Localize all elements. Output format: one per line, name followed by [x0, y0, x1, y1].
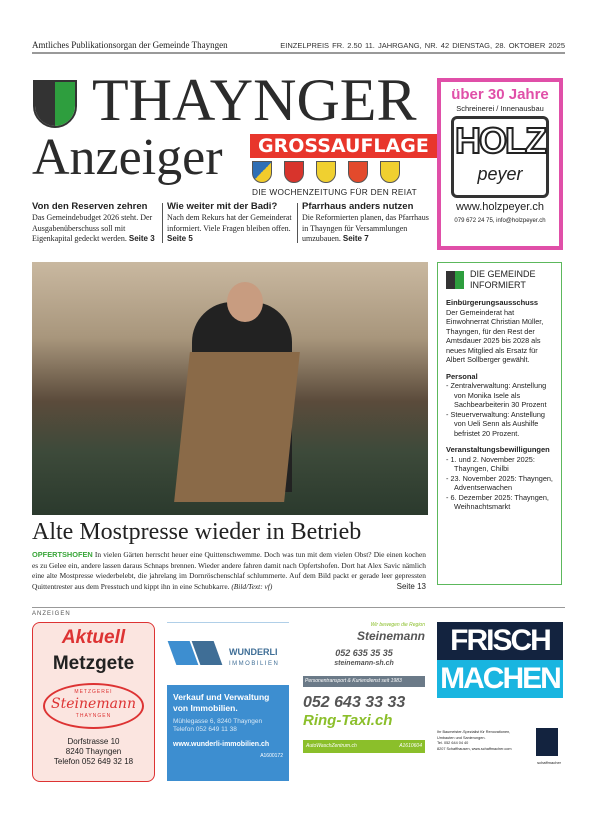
teaser-title: Pfarrhaus anders nutzen [302, 201, 414, 212]
ad-address: 8207 Schaffhausen, www.schaffmacher.com [437, 746, 512, 751]
logo-name: Steinemann [51, 696, 136, 712]
ad-main: Metzgete [52, 653, 135, 674]
section-heading: Personal [446, 371, 478, 381]
ad-url: www.holzpeyer.ch [455, 201, 545, 213]
teaser-title: Wie weiter mit der Badi? [167, 201, 278, 212]
ad-text: Ihr Baumeister-Spezialist für Renovationen, Umbauten und Sanierungen. [437, 730, 511, 740]
teaser-page: Seite 5 [167, 234, 193, 243]
ad-bar: Personentransport & Kuriendienst seit 1983 [303, 676, 425, 687]
ad-url: steinemann-sh.ch [334, 660, 394, 667]
ad-brand: WUNDERLI [229, 647, 278, 657]
peyer-logo: peyer [477, 164, 523, 184]
teaser-2[interactable] [167, 201, 294, 245]
masthead-subtitle: Anzeiger [32, 129, 223, 186]
ad-ring-taxi[interactable] [303, 622, 425, 777]
ad-address: Mühlegasse 6, 8240 Thayngen [173, 718, 263, 725]
crest-icon [316, 161, 336, 183]
ad-brand: schaffmacher [537, 760, 561, 765]
ad-tagline: Wir bewegen die Region [370, 622, 425, 628]
list-item: - Zentralverwaltung: Anstellung von Monika Isele als Sachbearbeiterin 30 Prozent [446, 381, 547, 409]
ad-frisch-machen[interactable] [437, 622, 563, 782]
crest-icon [252, 161, 272, 183]
ad-url: www.wunderli-immobilien.ch [173, 741, 270, 748]
logo-top: METZGEREI [74, 689, 113, 695]
ad-headline: über 30 Jahre [451, 86, 549, 103]
ad-brand: Ring-Taxi.ch [303, 712, 393, 729]
gemeinde-logo-icon [446, 271, 464, 289]
ad-headline: FRISCH [437, 622, 563, 660]
logo-bottom: THAYNGEN [75, 713, 112, 719]
price: EINZELPREIS FR. 2.50 [280, 40, 362, 50]
ad-sub: Schreinerei / Innenausbau [456, 104, 544, 113]
thayngen-crest-icon [33, 80, 77, 128]
list-item: - Steuerverwaltung: Anstellung von Ueli Senn als Aushilfe befristet 20 Prozent. [446, 409, 545, 438]
holz-logo: HOLZ [455, 120, 545, 161]
teaser-title: Von den Reserven zehren [32, 201, 148, 212]
ad-phone: 052 643 33 33 [303, 694, 406, 711]
ad-contact: 079 672 24 75, info@holzpeyer.ch [454, 218, 546, 224]
ads-label: ANZEIGEN [32, 607, 565, 618]
teaser-3[interactable] [302, 201, 432, 245]
crest-icon [380, 161, 400, 183]
list-item: - 6. Dezember 2025: Thayngen, Weihnachtsmarkt [446, 492, 549, 511]
ad-footer: AutoWaschZentrum.ch [306, 743, 357, 749]
divider [162, 203, 163, 243]
ad-holzpeyer[interactable] [437, 78, 563, 250]
press-cloth [174, 352, 300, 502]
schaffmacher-logo-icon [536, 728, 558, 756]
teaser-page: Seite 3 [128, 234, 155, 243]
box-title: INFORMIERT [470, 280, 526, 290]
slogan: DIE WOCHENZEITUNG FÜR DEN REIAT [252, 187, 417, 197]
gemeinde-informiert-box [437, 262, 562, 585]
section-heading: Einbürgerungsausschuss [446, 298, 539, 307]
publication-line: Amtliches Publikationsorgan der Gemeinde Thayngen [32, 40, 228, 50]
person-face [227, 282, 263, 322]
article-headline[interactable]: Alte Mostpresse wieder in Betrieb [32, 519, 362, 545]
teaser-1[interactable] [32, 201, 159, 245]
header-bar [32, 38, 565, 54]
ad-phone: 052 635 35 35 [335, 648, 393, 658]
issue: 11. JAHRGANG, NR. 42 [365, 40, 450, 50]
section-heading: Veranstaltungsbewilligungen [446, 445, 550, 454]
ad-phone: Telefon 052 649 11 38 [173, 726, 237, 733]
ad-address: 8240 Thayngen [65, 747, 122, 756]
ad-phone: Tel. 052 644 04 40 [437, 741, 469, 745]
crest-icon [284, 161, 304, 183]
article-dateline: OPFERTSHOFEN [32, 550, 93, 559]
ad-wunderli[interactable] [167, 622, 289, 782]
divider [297, 203, 298, 243]
ad-code: A1600172 [260, 753, 283, 759]
article-text: In vielen Gärten herrscht heuer eine Quittenschwemme. Doch was tun mit dem vielen Obst? Die einen kochen es zu Gelee ein, andere lassen daraus Schnaps brennen. Wieder andere fahren damit nach Opfertshofen. Dort hat Alex Savic nämlich eine alte Mostpresse wiederbelebt, die jahrelang im Dornröschenschlaf schlummerte. Auf dem Bild packt er gerade leer gepressten Quittentrester aus dem Presstuch und kippt ihn in eine Schubkarre. [32, 550, 426, 591]
ad-headline: Verkauf und Verwaltung von Immobilien. [173, 692, 270, 713]
teaser-page: Seite 7 [342, 234, 369, 243]
list-item: - 23. November 2025: Thayngen, Adventserwachen [446, 473, 553, 492]
list-item: - 1. und 2. November 2025: Thayngen, Chilbi [446, 454, 535, 473]
teaser-text: Das Gemeindebudget 2026 steht. Der Ausgabenüberschuss soll mit Eigenkapital gedeckt werden. [32, 213, 153, 243]
article-body [32, 550, 426, 592]
article-photo [32, 262, 428, 515]
date: DIENSTAG, 28. OKTOBER 2025 [452, 40, 565, 50]
grossauflage-banner: GROSSAUFLAGE [250, 134, 437, 158]
article-credit: (Bild/Text: vf) [231, 581, 273, 591]
section-text: Der Gemeinderat hat Einwohnerrat Christian Müller, Thayngen, für den Rest der Amtsdauer 2025 bis 2028 als neues Mitglied als Ersatz für Albert Sollberger gewählt. [446, 307, 544, 364]
municipal-crests [252, 161, 400, 183]
ad-brand-sub: IMMOBILIEN [229, 661, 280, 667]
article-page-link[interactable]: Seite 13 [396, 581, 426, 591]
ad-metzgete[interactable] [32, 622, 155, 782]
ad-code: A1610604 [399, 743, 422, 749]
box-title: DIE GEMEINDE [470, 269, 536, 279]
ad-brand: Steinemann [356, 629, 425, 643]
ad-address: Dorfstrasse 10 [67, 737, 120, 746]
masthead-title: THAYNGER [92, 67, 417, 133]
ad-headline: MACHEN [437, 660, 563, 698]
teaser-text: Die Reformierten planen, das Pfarrhaus in Thayngen für Versammlungen umzubauen. [302, 213, 429, 243]
ad-headline: Aktuell [61, 627, 126, 648]
ad-phone: Telefon 052 649 32 18 [53, 757, 134, 766]
crest-icon [348, 161, 368, 183]
teaser-text: Nach dem Rekurs hat der Gemeinderat informiert. Viele Fragen bleiben offen. [167, 213, 292, 233]
